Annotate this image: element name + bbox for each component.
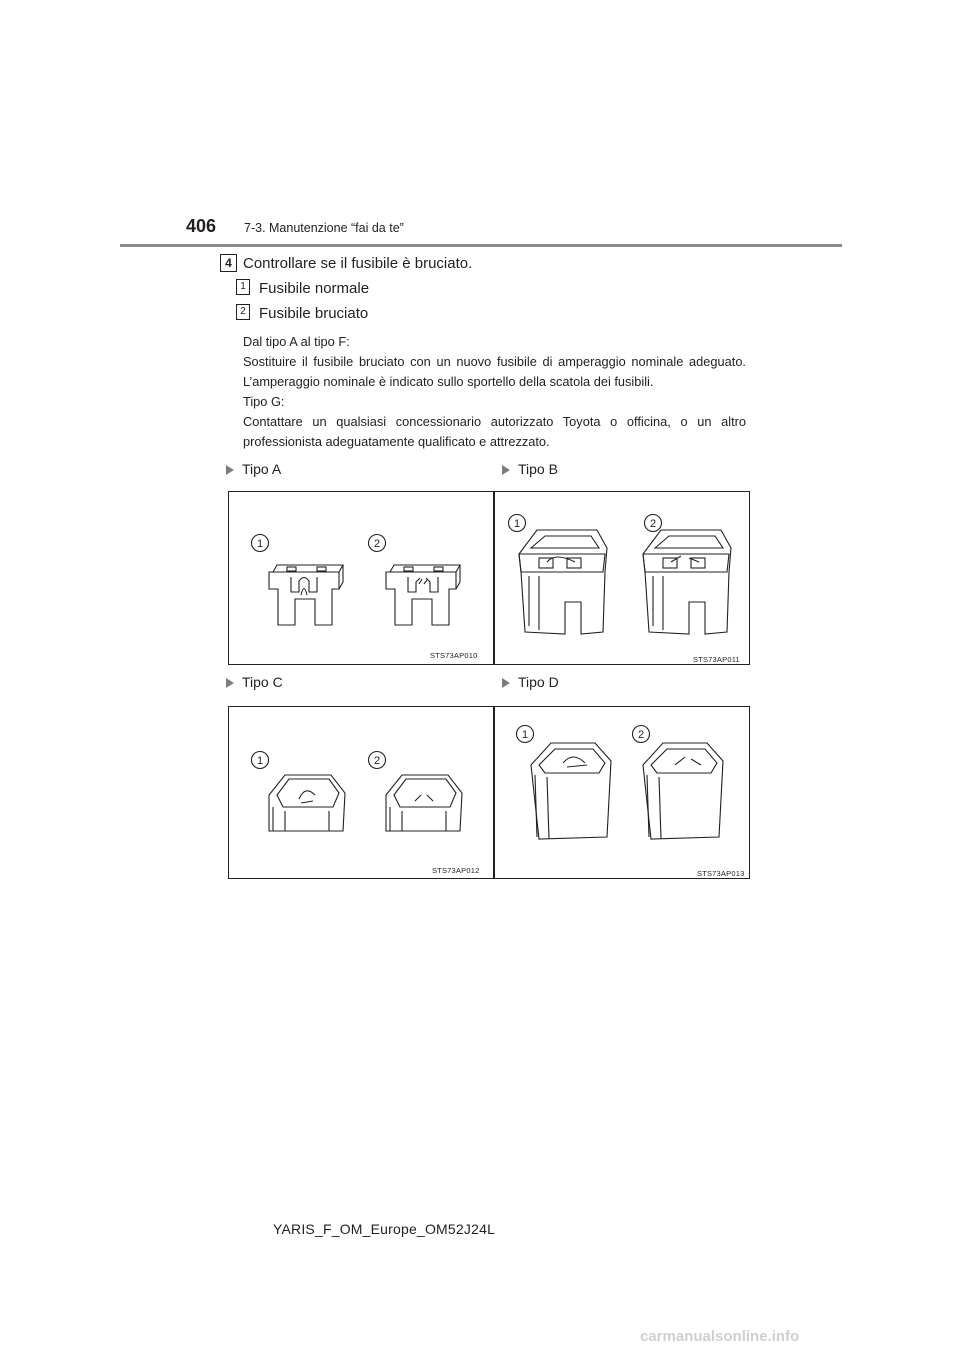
callout-2: 2	[649, 518, 657, 530]
cartridge-fuse-illustration	[495, 492, 751, 666]
figure-caption-type-b: Tipo B	[518, 461, 558, 477]
note-types-a-f	[243, 332, 746, 392]
figure-caption-type-d: Tipo D	[518, 674, 559, 690]
section-title: 7-3. Manutenzione “fai da te”	[244, 221, 404, 235]
figure-code: STS73AP011	[693, 655, 740, 664]
item-label-normal-fuse: Fusibile normale	[259, 280, 370, 297]
figure-type-c	[228, 706, 494, 879]
item-label-blown-fuse: Fusibile bruciato	[259, 305, 369, 322]
callout-2: 2	[637, 729, 645, 741]
figure-type-d	[494, 706, 750, 879]
note-heading: Dal tipo A al tipo F:	[243, 334, 350, 349]
step-number-badge: 4	[220, 254, 237, 272]
figure-code: STS73AP012	[432, 866, 480, 875]
callout-1: 1	[521, 729, 529, 741]
item-number-badge: 2	[236, 304, 250, 320]
figure-type-a	[228, 491, 494, 665]
page-number: 406	[186, 216, 217, 236]
note-text: Sostituire il fusibile bruciato con un nuovo fusibile di amperaggio nominale adeguato. L’amperaggio nominale è indicato sullo sportello della scatola dei fusibili.	[243, 354, 746, 389]
callout-1: 1	[256, 755, 264, 767]
callout-1: 1	[256, 538, 264, 550]
blade-fuse-illustration	[229, 492, 495, 666]
document-id: YARIS_F_OM_Europe_OM52J24L	[273, 1221, 496, 1237]
figure-type-b	[494, 491, 750, 665]
figure-caption-type-a: Tipo A	[242, 461, 282, 477]
callout-1: 1	[513, 518, 521, 530]
note-type-g	[243, 392, 746, 452]
watermark: carmanualsonline.info	[640, 1328, 800, 1345]
header-divider	[120, 244, 842, 247]
figure-code: STS73AP013	[697, 869, 745, 878]
callout-2: 2	[373, 538, 381, 550]
note-heading: Tipo G:	[243, 394, 285, 409]
caption-bullet-icon	[226, 465, 234, 475]
caption-bullet-icon	[502, 678, 510, 688]
item-number-badge: 1	[236, 279, 250, 295]
callout-2: 2	[373, 755, 381, 767]
caption-bullet-icon	[226, 678, 234, 688]
step-title: Controllare se il fusibile è bruciato.	[243, 255, 473, 272]
note-text: Contattare un qualsiasi concessionario autorizzato Toyota o officina, o un altro professionista adeguatamente qualificato e attrezzato.	[243, 414, 746, 449]
figure-code: STS73AP010	[430, 651, 478, 660]
open-top-fuse-illustration	[229, 707, 495, 880]
large-cartridge-fuse-illustration	[495, 707, 751, 880]
caption-bullet-icon	[502, 465, 510, 475]
figure-caption-type-c: Tipo C	[242, 674, 283, 690]
